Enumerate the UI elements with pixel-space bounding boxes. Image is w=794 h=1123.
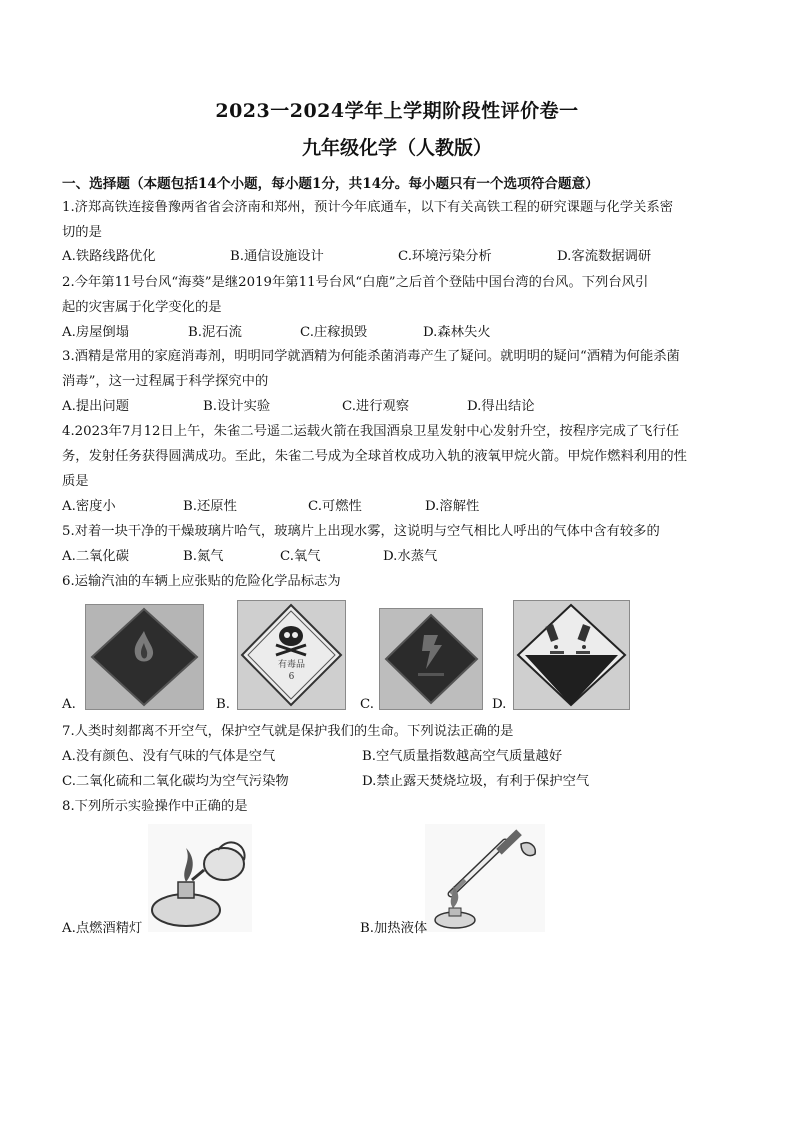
flammable-liquid-sign-icon xyxy=(86,605,203,709)
q1-option-d: D.客流数据调研 xyxy=(557,249,652,264)
question-1-line-2: 切的是 xyxy=(62,225,102,240)
test-tube-heating-icon xyxy=(425,824,545,932)
exam-subtitle: 九年级化学（人教版） xyxy=(301,137,492,159)
q3-option-b: B.设计实验 xyxy=(203,399,271,414)
question-4-line-1: 4.2023年7月12日上午，朱雀二号遥二运载火箭在我国酒泉卫星发射中心发射升空，按程序完成了飞行任 xyxy=(62,424,680,439)
q7-option-d: D.禁止露天焚烧垃圾，有利于保护空气 xyxy=(362,774,590,789)
question-1-line-1: 1.济郑高铁连接鲁豫两省省会济南和郑州，预计今年底通车，以下有关高铁工程的研究课题与化学关系密 xyxy=(62,200,674,215)
question-6-line-1: 6.运输汽油的车辆上应张贴的危险化学品标志为 xyxy=(62,574,341,589)
question-3-line-1: 3.酒精是常用的家庭消毒剂，明明同学就酒精为何能杀菌消毒产生了疑问。就明明的疑问“酒精为何能杀菌 xyxy=(62,349,680,364)
oxidizer-sign-icon xyxy=(380,609,482,709)
skull-crossbones-icon xyxy=(238,601,345,709)
question-4-line-2: 务，发射任务获得圆满成功。至此，朱雀二号成为全球首枚成功入轨的液氧甲烷火箭。甲烷作燃料利用的性 xyxy=(62,449,687,464)
heating-liquid-image xyxy=(425,824,545,932)
q2-option-c: C.庄稼损毁 xyxy=(300,325,368,340)
q2-option-b: B.泥石流 xyxy=(188,325,242,340)
q1-option-a: A.铁路线路优化 xyxy=(62,249,156,264)
q3-option-c: C.进行观察 xyxy=(342,399,410,414)
q4-option-b: B.还原性 xyxy=(183,499,237,514)
alcohol-lamp-lighting-icon xyxy=(148,824,252,932)
q8-option-a: A.点燃酒精灯 xyxy=(62,921,143,936)
q8-option-b: B.加热液体 xyxy=(360,921,428,936)
question-3-line-2: 消毒”，这一过程属于科学探究中的 xyxy=(62,374,269,389)
question-4-line-3: 质是 xyxy=(62,474,89,489)
corrosive-sign-image xyxy=(513,600,630,710)
q6-option-c: C. xyxy=(360,697,374,712)
question-5-line-1: 5.对着一块干净的干燥玻璃片哈气，玻璃片上出现水雾，这说明与空气相比人呼出的气体中含有较多的 xyxy=(62,524,660,539)
q7-option-a: A.没有颜色、没有气味的气体是空气 xyxy=(62,749,276,764)
q6-option-a: A. xyxy=(62,697,76,712)
q1-option-c: C.环境污染分析 xyxy=(398,249,492,264)
q4-option-c: C.可燃性 xyxy=(308,499,362,514)
q4-option-a: A.密度小 xyxy=(62,499,116,514)
toxic-sign-label: 有毒品 xyxy=(277,660,305,670)
question-8-line-1: 8.下列所示实验操作中正确的是 xyxy=(62,799,248,814)
toxic-sign-class: 6 xyxy=(288,672,295,682)
q2-option-d: D.森林失火 xyxy=(423,325,491,340)
flammable-liquid-sign-image xyxy=(85,604,204,710)
toxic-sign-image xyxy=(237,600,346,710)
q5-option-c: C.氧气 xyxy=(280,549,321,564)
q5-option-d: D.水蒸气 xyxy=(383,549,438,564)
question-2-line-1: 2.今年第11号台风“海葵”是继2019年第11号台风“白鹿”之后首个登陆中国台湾的台风。下列台风引 xyxy=(62,275,649,290)
question-7-line-1: 7.人类时刻都离不开空气，保护空气就是保护我们的生命。下列说法正确的是 xyxy=(62,724,514,739)
q7-option-b: B.空气质量指数越高空气质量越好 xyxy=(362,749,563,764)
q3-option-d: D.得出结论 xyxy=(467,399,535,414)
oxidizer-sign-image xyxy=(379,608,483,710)
question-2-line-2: 起的灾害属于化学变化的是 xyxy=(62,300,222,315)
q6-option-d: D. xyxy=(492,697,507,712)
q2-option-a: A.房屋倒塌 xyxy=(62,325,130,340)
q5-option-b: B.氮气 xyxy=(183,549,224,564)
corrosive-sign-icon xyxy=(514,601,629,709)
section-heading: 一、选择题（本题包括14个小题，每小题1分，共14分。每小题只有一个选项符合题意） xyxy=(62,176,599,192)
lighting-alcohol-lamp-image xyxy=(148,824,252,932)
q5-option-a: A.二氧化碳 xyxy=(62,549,130,564)
q4-option-d: D.溶解性 xyxy=(425,499,480,514)
q3-option-a: A.提出问题 xyxy=(62,399,130,414)
exam-title: 2023一2024学年上学期阶段性评价卷一 xyxy=(215,100,579,122)
q1-option-b: B.通信设施设计 xyxy=(230,249,324,264)
q6-option-b: B. xyxy=(216,697,230,712)
q7-option-c: C.二氧化硫和二氧化碳均为空气污染物 xyxy=(62,774,289,789)
